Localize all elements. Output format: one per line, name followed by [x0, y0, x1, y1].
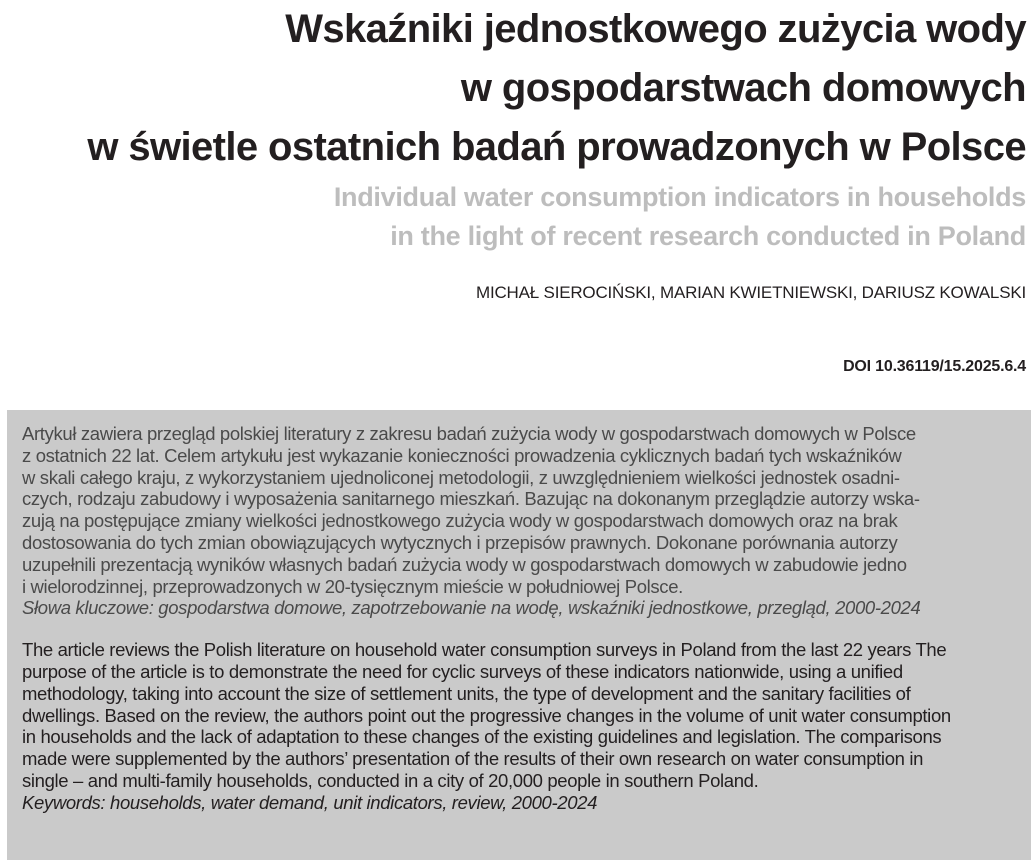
subtitle-line: Individual water consumption indicators in households — [333, 182, 1026, 212]
abstract-line: in households and the lack of adaptation to these changes of the existing guidelines and legislation. The comparisons — [22, 726, 942, 748]
keywords-english: Keywords: households, water demand, unit indicators, review, 2000-2024 — [22, 791, 598, 813]
abstract-line: Artykuł zawiera przegląd polskiej literatury z zakresu badań zużycia wody w gospodarstwach domowych w Polsce — [22, 423, 916, 444]
abstract-line: The article reviews the Polish literature on household water consumption surveys in Poland from the last 22 years The — [22, 639, 947, 661]
abstract-english — [22, 639, 1023, 813]
abstract-line: dostosowania do tych zmian obowiązujących wytycznych i przepisów prawnych. Dokonane porównania autorzy — [22, 531, 898, 553]
keywords-polish: Słowa kluczowe: gospodarstwa domowe, zapotrzebowanie na wodę, wskaźniki jednostkowe, przegląd, 2000-2024 — [22, 597, 921, 619]
title-line: w gospodarstwach domowych — [460, 66, 1026, 110]
abstract-line: methodology, taking into account the size of settlement units, the type of development and the sanitary facilities of — [22, 682, 911, 704]
abstract-line: made were supplemented by the authors’ presentation of the results of their own research on water consumption in — [22, 748, 924, 770]
authors: MICHAŁ SIEROCIŃSKI, MARIAN KWIETNIEWSKI, DARIUSZ KOWALSKI — [476, 283, 1026, 302]
abstract-line: czych, rodzaju zabudowy i wyposażenia sanitarnego mieszkań. Bazując na dokonanym przeglądzie autorzy wska- — [22, 488, 920, 510]
abstract-line: single – and multi-family households, conducted in a city of 20,000 people in southern Poland. — [22, 769, 759, 791]
abstract-line: zują na postępujące zmiany wielkości jednostkowego zużycia wody w gospodarstwach domowych oraz na brak — [22, 510, 898, 532]
abstract-line: i wielorodzinnej, przeprowadzonych w 20-tysięcznym mieście w południowej Polsce. — [22, 575, 683, 597]
doi: DOI 10.36119/15.2025.6.4 — [843, 358, 1026, 375]
title-line: Wskaźniki jednostkowego zużycia wody — [285, 7, 1026, 51]
article-title-english — [226, 178, 1026, 256]
subtitle-line: in the light of recent research conducted in Poland — [390, 221, 1026, 251]
abstract-line: purpose of the article is to demonstrate the need for cyclic surveys of these indicators nationwide, using a unified — [22, 660, 903, 682]
abstract-line: uzupełnili prezentacją wyników własnych badań zużycia wody w gospodarstwach domowych w zabudowie jedno — [22, 553, 907, 575]
abstract-polish — [22, 423, 1023, 619]
abstract-line: z ostatnich 22 lat. Celem artykułu jest wykazanie konieczności prowadzenia cyklicznych badań tych wskaźników — [22, 444, 902, 466]
abstract-line: dwellings. Based on the review, the authors point out the progressive changes in the volume of unit water consumption — [22, 704, 951, 726]
abstract-line: w skali całego kraju, z wykorzystaniem ujednoliconej metodologii, z uwzględnieniem wielkości jednostek osadni- — [22, 466, 900, 488]
title-line: w świetle ostatnich badań prowadzonych w Polsce — [87, 125, 1026, 169]
article-title-polish — [6, 0, 1026, 177]
abstract-box — [7, 410, 1031, 860]
